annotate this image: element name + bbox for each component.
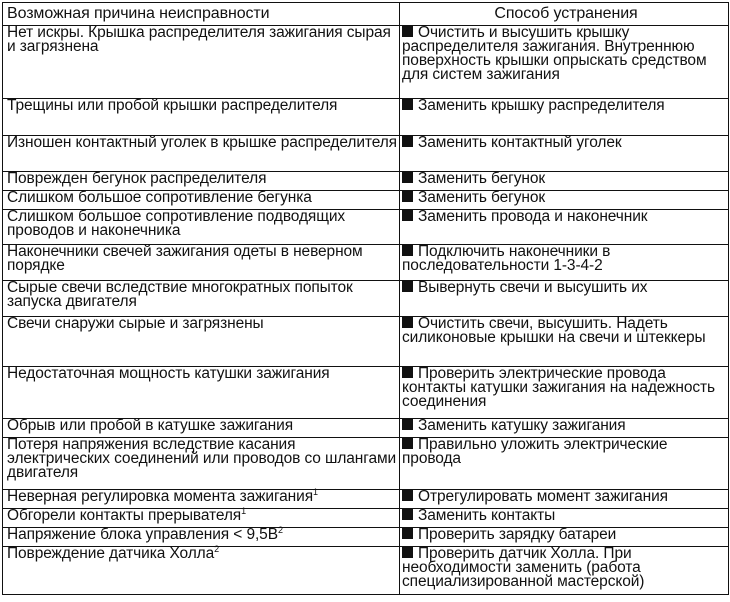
cause-cell: [3, 26, 400, 99]
cause-text: Слишком большое сопротивление подводящих проводов и наконечника: [7, 208, 346, 239]
square-bullet-icon: [402, 317, 413, 328]
square-bullet-icon: [402, 210, 413, 221]
remedy-text: Отрегулировать момент зажигания: [418, 488, 668, 505]
table-row: [3, 317, 729, 367]
cause-cell: [3, 210, 400, 245]
cause-cell: [3, 281, 400, 317]
remedy-cell: [400, 99, 729, 136]
table-row: [3, 172, 729, 191]
header-row: [3, 3, 729, 26]
remedy-text: Заменить бегунок: [418, 170, 546, 187]
remedy-cell: [400, 490, 729, 509]
square-bullet-icon: [402, 26, 413, 37]
cause-text: Свечи снаружи сырые и загрязнены: [7, 315, 264, 332]
cause-cell: [3, 172, 400, 191]
table-row: [3, 99, 729, 136]
cause-cell: [3, 136, 400, 172]
cause-text: Потеря напряжения вследствие касания электрических соединений или проводов со шлангами двигателя: [7, 436, 397, 481]
square-bullet-icon: [402, 99, 413, 110]
square-bullet-icon: [402, 191, 413, 202]
cause-text: Обрыв или пробой в катушке зажигания: [7, 417, 293, 434]
table-row: [3, 490, 729, 509]
cause-cell: [3, 367, 400, 419]
table-row: [3, 528, 729, 547]
square-bullet-icon: [402, 528, 413, 539]
remedy-text: Заменить контактный уголек: [418, 134, 622, 151]
table-row: [3, 509, 729, 528]
remedy-text: Заменить катушку зажигания: [418, 417, 626, 434]
remedy-cell: [400, 26, 729, 99]
remedy-cell: [400, 245, 729, 281]
cause-header: Возможная причина неисправности: [3, 3, 400, 26]
cause-text: Нет искры. Крышка распределителя зажигания сырая и загрязнена: [7, 24, 391, 55]
remedy-text: Вывернуть свечи и высушить их: [418, 279, 648, 296]
cause-text: Сырые свечи вследствие многократных попыток запуска двигателя: [7, 279, 353, 310]
faults-table: [2, 2, 729, 595]
square-bullet-icon: [402, 509, 413, 520]
cause-text: Изношен контактный уголек в крышке распределителя: [7, 134, 397, 151]
remedy-text: Заменить бегунок: [418, 189, 546, 206]
square-bullet-icon: [402, 281, 413, 292]
table-row: [3, 281, 729, 317]
remedy-cell: [400, 438, 729, 490]
remedy-text: Заменить провода и наконечник: [418, 208, 648, 225]
cause-text: Наконечники свечей зажигания одеты в неверном порядке: [7, 243, 363, 274]
remedy-text: Проверить датчик Холла. При необходимости заменить (работа специализированной мастерской): [402, 545, 645, 590]
table-row: [3, 191, 729, 210]
remedy-text: Проверить электрические провода контакты катушки зажигания на надежность соединения: [402, 365, 716, 410]
square-bullet-icon: [402, 419, 413, 430]
cause-text: Недостаточная мощность катушки зажигания: [7, 365, 330, 382]
cause-cell: [3, 245, 400, 281]
remedy-cell: [400, 210, 729, 245]
cause-text: Повреждение датчика Холла: [7, 545, 215, 562]
remedy-header: Способ устранения: [400, 3, 729, 26]
remedy-text: Проверить зарядку батареи: [418, 526, 617, 543]
table-row: [3, 438, 729, 490]
remedy-cell: [400, 509, 729, 528]
footnote-mark: 1: [313, 487, 318, 497]
table-row: [3, 419, 729, 438]
remedy-text: Заменить крышку распределителя: [418, 97, 665, 114]
remedy-text: Заменить контакты: [418, 507, 556, 524]
cause-cell: [3, 487, 400, 509]
cause-cell: [3, 419, 400, 438]
square-bullet-icon: [402, 245, 413, 256]
remedy-cell: [400, 547, 729, 595]
table-row: [3, 547, 729, 595]
remedy-text: Подключить наконечники в последовательности 1-3-4-2: [402, 243, 611, 274]
remedy-text: Очистить и высушить крышку распределителя зажигания. Внутреннюю поверхность крышки опрыскать средством для систем зажигания: [402, 24, 707, 83]
square-bullet-icon: [402, 547, 413, 558]
remedy-cell: [400, 281, 729, 317]
footnote-mark: 2: [214, 544, 220, 554]
cause-text: Неверная регулировка момента зажигания: [7, 488, 313, 505]
footnote-mark: 1: [241, 506, 246, 516]
square-bullet-icon: [402, 136, 413, 147]
cause-text: Поврежден бегунок распределителя: [7, 170, 267, 187]
remedy-cell: [400, 528, 729, 547]
table-row: [3, 367, 729, 419]
square-bullet-icon: [402, 172, 413, 183]
square-bullet-icon: [402, 490, 413, 501]
cause-cell: [3, 525, 400, 547]
cause-cell: [3, 191, 400, 210]
cause-cell: [3, 506, 400, 528]
cause-text: Трещины или пробой крышки распределителя: [7, 97, 338, 114]
remedy-cell: [400, 191, 729, 210]
table-row: [3, 26, 729, 99]
table-row: [3, 210, 729, 245]
remedy-cell: [400, 419, 729, 438]
cause-cell: [3, 438, 400, 490]
remedy-cell: [400, 172, 729, 191]
cause-text: Напряжение блока управления < 9,5В: [7, 526, 278, 543]
cause-text: Слишком большое сопротивление бегунка: [7, 189, 312, 206]
cause-cell: [3, 99, 400, 136]
square-bullet-icon: [402, 367, 413, 378]
cause-cell: [3, 317, 400, 367]
remedy-cell: [400, 367, 729, 419]
remedy-text: Очистить свечи, высушить. Надеть силиконовые крышки на свечи и штеккеры: [402, 315, 706, 346]
footnote-mark: 2: [277, 525, 283, 535]
cause-cell: [3, 544, 400, 595]
square-bullet-icon: [402, 438, 413, 449]
remedy-cell: [400, 136, 729, 172]
remedy-cell: [400, 317, 729, 367]
remedy-text: Правильно уложить электрические провода: [402, 436, 668, 467]
table-row: [3, 136, 729, 172]
table-row: [3, 245, 729, 281]
cause-text: Обгорели контакты прерывателя: [7, 507, 242, 524]
